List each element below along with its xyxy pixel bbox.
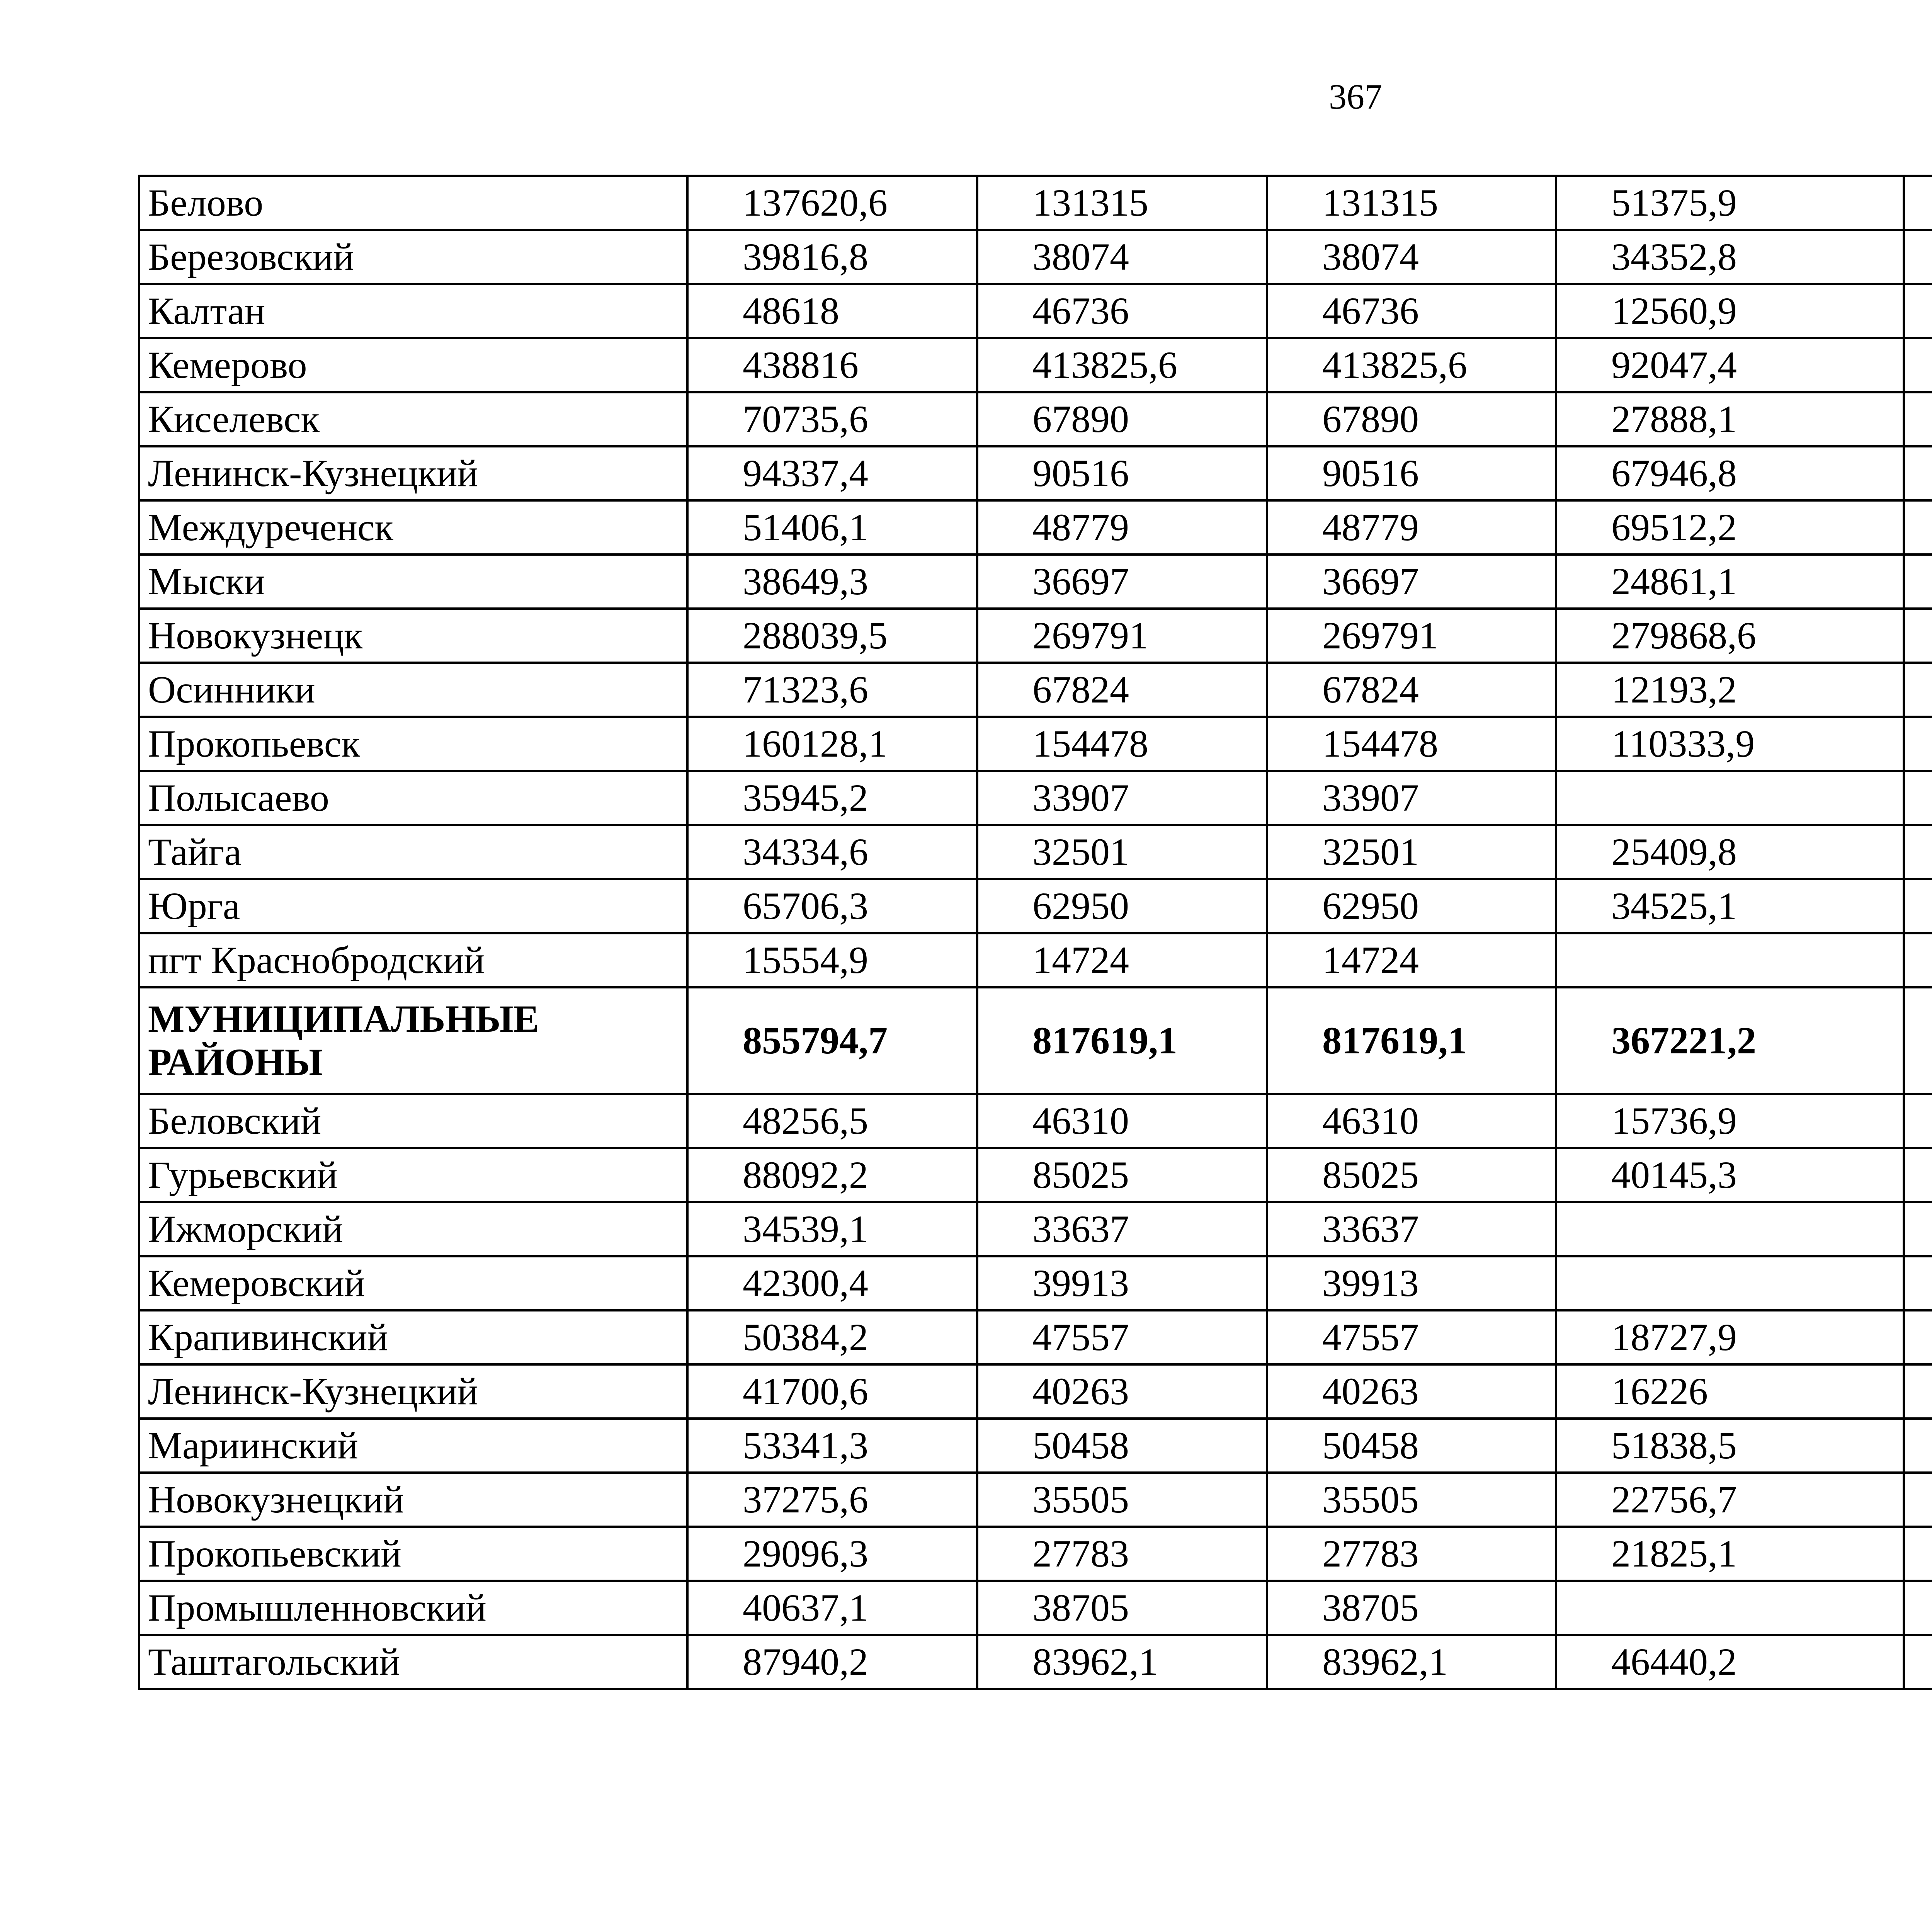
value-cell: 110333,9 bbox=[1556, 717, 1904, 771]
value-cell: 90516 bbox=[977, 446, 1267, 500]
table-body bbox=[139, 176, 1932, 1689]
value-cell: 154478 bbox=[1267, 717, 1556, 771]
value-cell: 16226 bbox=[1556, 1364, 1904, 1419]
row-name-cell: Тайга bbox=[139, 825, 687, 879]
table-row bbox=[139, 176, 1932, 230]
table-row bbox=[139, 500, 1932, 555]
value-cell: 38074 bbox=[1267, 230, 1556, 284]
value-cell: 34334,6 bbox=[687, 825, 977, 879]
table-row bbox=[139, 446, 1932, 500]
value-cell: 48618 bbox=[687, 284, 977, 338]
row-name-cell: Кемерово bbox=[139, 338, 687, 392]
value-cell bbox=[1904, 1148, 1932, 1202]
value-cell: 46310 bbox=[1267, 1094, 1556, 1148]
row-name-cell: Новокузнецкий bbox=[139, 1473, 687, 1527]
value-cell bbox=[1904, 1581, 1932, 1635]
value-cell: 67890 bbox=[1267, 392, 1556, 446]
value-cell: 24861,1 bbox=[1556, 555, 1904, 609]
value-cell: 27888,1 bbox=[1556, 392, 1904, 446]
value-cell: 67824 bbox=[977, 663, 1267, 717]
row-name-cell: пгт Краснобродский bbox=[139, 933, 687, 987]
value-cell: 22756,7 bbox=[1556, 1473, 1904, 1527]
value-cell: 50458 bbox=[1267, 1419, 1556, 1473]
value-cell: 50458 bbox=[977, 1419, 1267, 1473]
row-name-cell: Прокопьевский bbox=[139, 1527, 687, 1581]
table-row bbox=[139, 1202, 1932, 1256]
value-cell: 35505 bbox=[977, 1473, 1267, 1527]
value-cell: 131315 bbox=[977, 176, 1267, 230]
table-row bbox=[139, 392, 1932, 446]
value-cell bbox=[1556, 1581, 1904, 1635]
value-cell bbox=[1904, 879, 1932, 933]
value-cell: 67824 bbox=[1267, 663, 1556, 717]
value-cell: 40637,1 bbox=[687, 1581, 977, 1635]
value-cell bbox=[1904, 1473, 1932, 1527]
row-name-cell: Междуреченск bbox=[139, 500, 687, 555]
table-row bbox=[139, 1635, 1932, 1689]
value-cell: 39913 bbox=[977, 1256, 1267, 1310]
value-cell: 413825,6 bbox=[1267, 338, 1556, 392]
value-cell: 47557 bbox=[977, 1310, 1267, 1364]
value-cell bbox=[1904, 555, 1932, 609]
value-cell: 53341,3 bbox=[687, 1419, 977, 1473]
table-row bbox=[139, 284, 1932, 338]
value-cell: 41700,6 bbox=[687, 1364, 977, 1419]
value-cell: 438816 bbox=[687, 338, 977, 392]
table-row bbox=[139, 771, 1932, 825]
value-cell: 67890 bbox=[977, 392, 1267, 446]
value-cell: 90516 bbox=[1267, 446, 1556, 500]
table-row bbox=[139, 1310, 1932, 1364]
value-cell bbox=[1904, 500, 1932, 555]
value-cell: 12560,9 bbox=[1556, 284, 1904, 338]
value-cell bbox=[1556, 771, 1904, 825]
value-cell bbox=[1904, 1527, 1932, 1581]
value-cell: 67946,8 bbox=[1556, 446, 1904, 500]
value-cell: 269791 bbox=[977, 609, 1267, 663]
row-name-cell: Новокузнецк bbox=[139, 609, 687, 663]
value-cell: 35505 bbox=[1267, 1473, 1556, 1527]
value-cell: 50384,2 bbox=[687, 1310, 977, 1364]
value-cell: 154478 bbox=[977, 717, 1267, 771]
table-row bbox=[139, 933, 1932, 987]
value-cell: 46736 bbox=[1267, 284, 1556, 338]
value-cell: 87940,2 bbox=[687, 1635, 977, 1689]
value-cell bbox=[1904, 1256, 1932, 1310]
value-cell: 14724 bbox=[1267, 933, 1556, 987]
value-cell: 15554,9 bbox=[687, 933, 977, 987]
value-cell: 88092,2 bbox=[687, 1148, 977, 1202]
row-name-cell: Беловский bbox=[139, 1094, 687, 1148]
value-cell: 27783 bbox=[1267, 1527, 1556, 1581]
row-name-cell: Таштагольский bbox=[139, 1635, 687, 1689]
value-cell: 46736 bbox=[977, 284, 1267, 338]
value-cell: 39816,8 bbox=[687, 230, 977, 284]
value-cell: 33907 bbox=[1267, 771, 1556, 825]
table-row bbox=[139, 987, 1932, 1094]
value-cell: 70735,6 bbox=[687, 392, 977, 446]
row-name-cell: МУНИЦИПАЛЬНЫЕ РАЙОНЫ bbox=[139, 987, 687, 1094]
table-row bbox=[139, 609, 1932, 663]
value-cell: 36697 bbox=[977, 555, 1267, 609]
value-cell bbox=[1904, 230, 1932, 284]
value-cell: 817619,1 bbox=[1267, 987, 1556, 1094]
value-cell: 27783 bbox=[977, 1527, 1267, 1581]
row-name-cell: Мариинский bbox=[139, 1419, 687, 1473]
row-name-cell: Кемеровский bbox=[139, 1256, 687, 1310]
value-cell: 92047,4 bbox=[1556, 338, 1904, 392]
value-cell bbox=[1556, 933, 1904, 987]
page-number: 367 bbox=[1329, 77, 1382, 116]
value-cell: 94337,4 bbox=[687, 446, 977, 500]
row-name-cell: Крапивинский bbox=[139, 1310, 687, 1364]
value-cell bbox=[1904, 338, 1932, 392]
value-cell bbox=[1904, 1635, 1932, 1689]
table-row bbox=[139, 338, 1932, 392]
row-name-cell: Осинники bbox=[139, 663, 687, 717]
table-row bbox=[139, 879, 1932, 933]
value-cell: 34352,8 bbox=[1556, 230, 1904, 284]
value-cell: 160128,1 bbox=[687, 717, 977, 771]
table-row bbox=[139, 717, 1932, 771]
value-cell bbox=[1904, 1419, 1932, 1473]
value-cell bbox=[1904, 1202, 1932, 1256]
value-cell: 34539,1 bbox=[687, 1202, 977, 1256]
value-cell: 12193,2 bbox=[1556, 663, 1904, 717]
row-name-cell: Полысаево bbox=[139, 771, 687, 825]
value-cell: 83962,1 bbox=[1267, 1635, 1556, 1689]
value-cell: 62950 bbox=[1267, 879, 1556, 933]
row-name-cell: Ижморский bbox=[139, 1202, 687, 1256]
value-cell: 62950 bbox=[977, 879, 1267, 933]
value-cell: 38705 bbox=[977, 1581, 1267, 1635]
value-cell bbox=[1904, 663, 1932, 717]
table-row bbox=[139, 1148, 1932, 1202]
value-cell: 33907 bbox=[977, 771, 1267, 825]
value-cell: 32501 bbox=[977, 825, 1267, 879]
table-row bbox=[139, 1527, 1932, 1581]
value-cell: 29096,3 bbox=[687, 1527, 977, 1581]
value-cell: 46440,2 bbox=[1556, 1635, 1904, 1689]
row-name-cell: Березовский bbox=[139, 230, 687, 284]
value-cell: 38649,3 bbox=[687, 555, 977, 609]
row-name-cell: Ленинск-Кузнецкий bbox=[139, 1364, 687, 1419]
value-cell bbox=[1556, 1256, 1904, 1310]
row-name-cell: Прокопьевск bbox=[139, 717, 687, 771]
value-cell bbox=[1904, 1310, 1932, 1364]
value-cell: 40145,3 bbox=[1556, 1148, 1904, 1202]
value-cell bbox=[1904, 933, 1932, 987]
value-cell: 367221,2 bbox=[1556, 987, 1904, 1094]
data-table bbox=[138, 175, 1932, 1690]
value-cell bbox=[1904, 771, 1932, 825]
row-name-cell: Киселевск bbox=[139, 392, 687, 446]
value-cell: 42300,4 bbox=[687, 1256, 977, 1310]
value-cell: 85025 bbox=[1267, 1148, 1556, 1202]
value-cell: 15736,9 bbox=[1556, 1094, 1904, 1148]
row-name-cell: Промышленновский bbox=[139, 1581, 687, 1635]
value-cell: 65706,3 bbox=[687, 879, 977, 933]
row-name-cell: Калтан bbox=[139, 284, 687, 338]
value-cell: 33637 bbox=[977, 1202, 1267, 1256]
row-name-cell: Юрга bbox=[139, 879, 687, 933]
value-cell bbox=[1904, 825, 1932, 879]
value-cell: 32501 bbox=[1267, 825, 1556, 879]
value-cell: 47557 bbox=[1267, 1310, 1556, 1364]
value-cell bbox=[1904, 392, 1932, 446]
value-cell: 34525,1 bbox=[1556, 879, 1904, 933]
row-name-cell: Гурьевский bbox=[139, 1148, 687, 1202]
value-cell: 51838,5 bbox=[1556, 1419, 1904, 1473]
value-cell: 40263 bbox=[977, 1364, 1267, 1419]
value-cell: 279868,6 bbox=[1556, 609, 1904, 663]
value-cell bbox=[1904, 446, 1932, 500]
value-cell: 18727,9 bbox=[1556, 1310, 1904, 1364]
value-cell: 38074 bbox=[977, 230, 1267, 284]
value-cell: 288039,5 bbox=[687, 609, 977, 663]
value-cell bbox=[1556, 1202, 1904, 1256]
value-cell: 46310 bbox=[977, 1094, 1267, 1148]
value-cell: 48779 bbox=[1267, 500, 1556, 555]
table-row bbox=[139, 555, 1932, 609]
value-cell: 269791 bbox=[1267, 609, 1556, 663]
value-cell: 48256,5 bbox=[687, 1094, 977, 1148]
value-cell bbox=[1904, 1094, 1932, 1148]
value-cell: 137620,6 bbox=[687, 176, 977, 230]
value-cell: 38705 bbox=[1267, 1581, 1556, 1635]
table-row bbox=[139, 1364, 1932, 1419]
value-cell: 83962,1 bbox=[977, 1635, 1267, 1689]
value-cell: 51375,9 bbox=[1556, 176, 1904, 230]
table-row bbox=[139, 1094, 1932, 1148]
table-row bbox=[139, 1581, 1932, 1635]
value-cell: 33637 bbox=[1267, 1202, 1556, 1256]
table-row bbox=[139, 1473, 1932, 1527]
value-cell: 85025 bbox=[977, 1148, 1267, 1202]
value-cell: 817619,1 bbox=[977, 987, 1267, 1094]
row-name-cell: Ленинск-Кузнецкий bbox=[139, 446, 687, 500]
row-name-cell: Белово bbox=[139, 176, 687, 230]
table-row bbox=[139, 1419, 1932, 1473]
value-cell: 25409,8 bbox=[1556, 825, 1904, 879]
value-cell: 131315 bbox=[1267, 176, 1556, 230]
table-row bbox=[139, 1256, 1932, 1310]
value-cell: 855794,7 bbox=[687, 987, 977, 1094]
table-row bbox=[139, 663, 1932, 717]
value-cell bbox=[1904, 1364, 1932, 1419]
value-cell: 35945,2 bbox=[687, 771, 977, 825]
value-cell: 71323,6 bbox=[687, 663, 977, 717]
value-cell: 37275,6 bbox=[687, 1473, 977, 1527]
value-cell bbox=[1904, 609, 1932, 663]
value-cell: 48779 bbox=[977, 500, 1267, 555]
value-cell: 40263 bbox=[1267, 1364, 1556, 1419]
value-cell bbox=[1904, 176, 1932, 230]
table-row bbox=[139, 825, 1932, 879]
value-cell: 39913 bbox=[1267, 1256, 1556, 1310]
value-cell bbox=[1904, 284, 1932, 338]
value-cell: 21825,1 bbox=[1556, 1527, 1904, 1581]
value-cell bbox=[1904, 717, 1932, 771]
value-cell: 51406,1 bbox=[687, 500, 977, 555]
value-cell: 14724 bbox=[977, 933, 1267, 987]
table-row bbox=[139, 230, 1932, 284]
value-cell: 413825,6 bbox=[977, 338, 1267, 392]
value-cell: 36697 bbox=[1267, 555, 1556, 609]
row-name-cell: Мыски bbox=[139, 555, 687, 609]
value-cell bbox=[1904, 987, 1932, 1094]
value-cell: 69512,2 bbox=[1556, 500, 1904, 555]
